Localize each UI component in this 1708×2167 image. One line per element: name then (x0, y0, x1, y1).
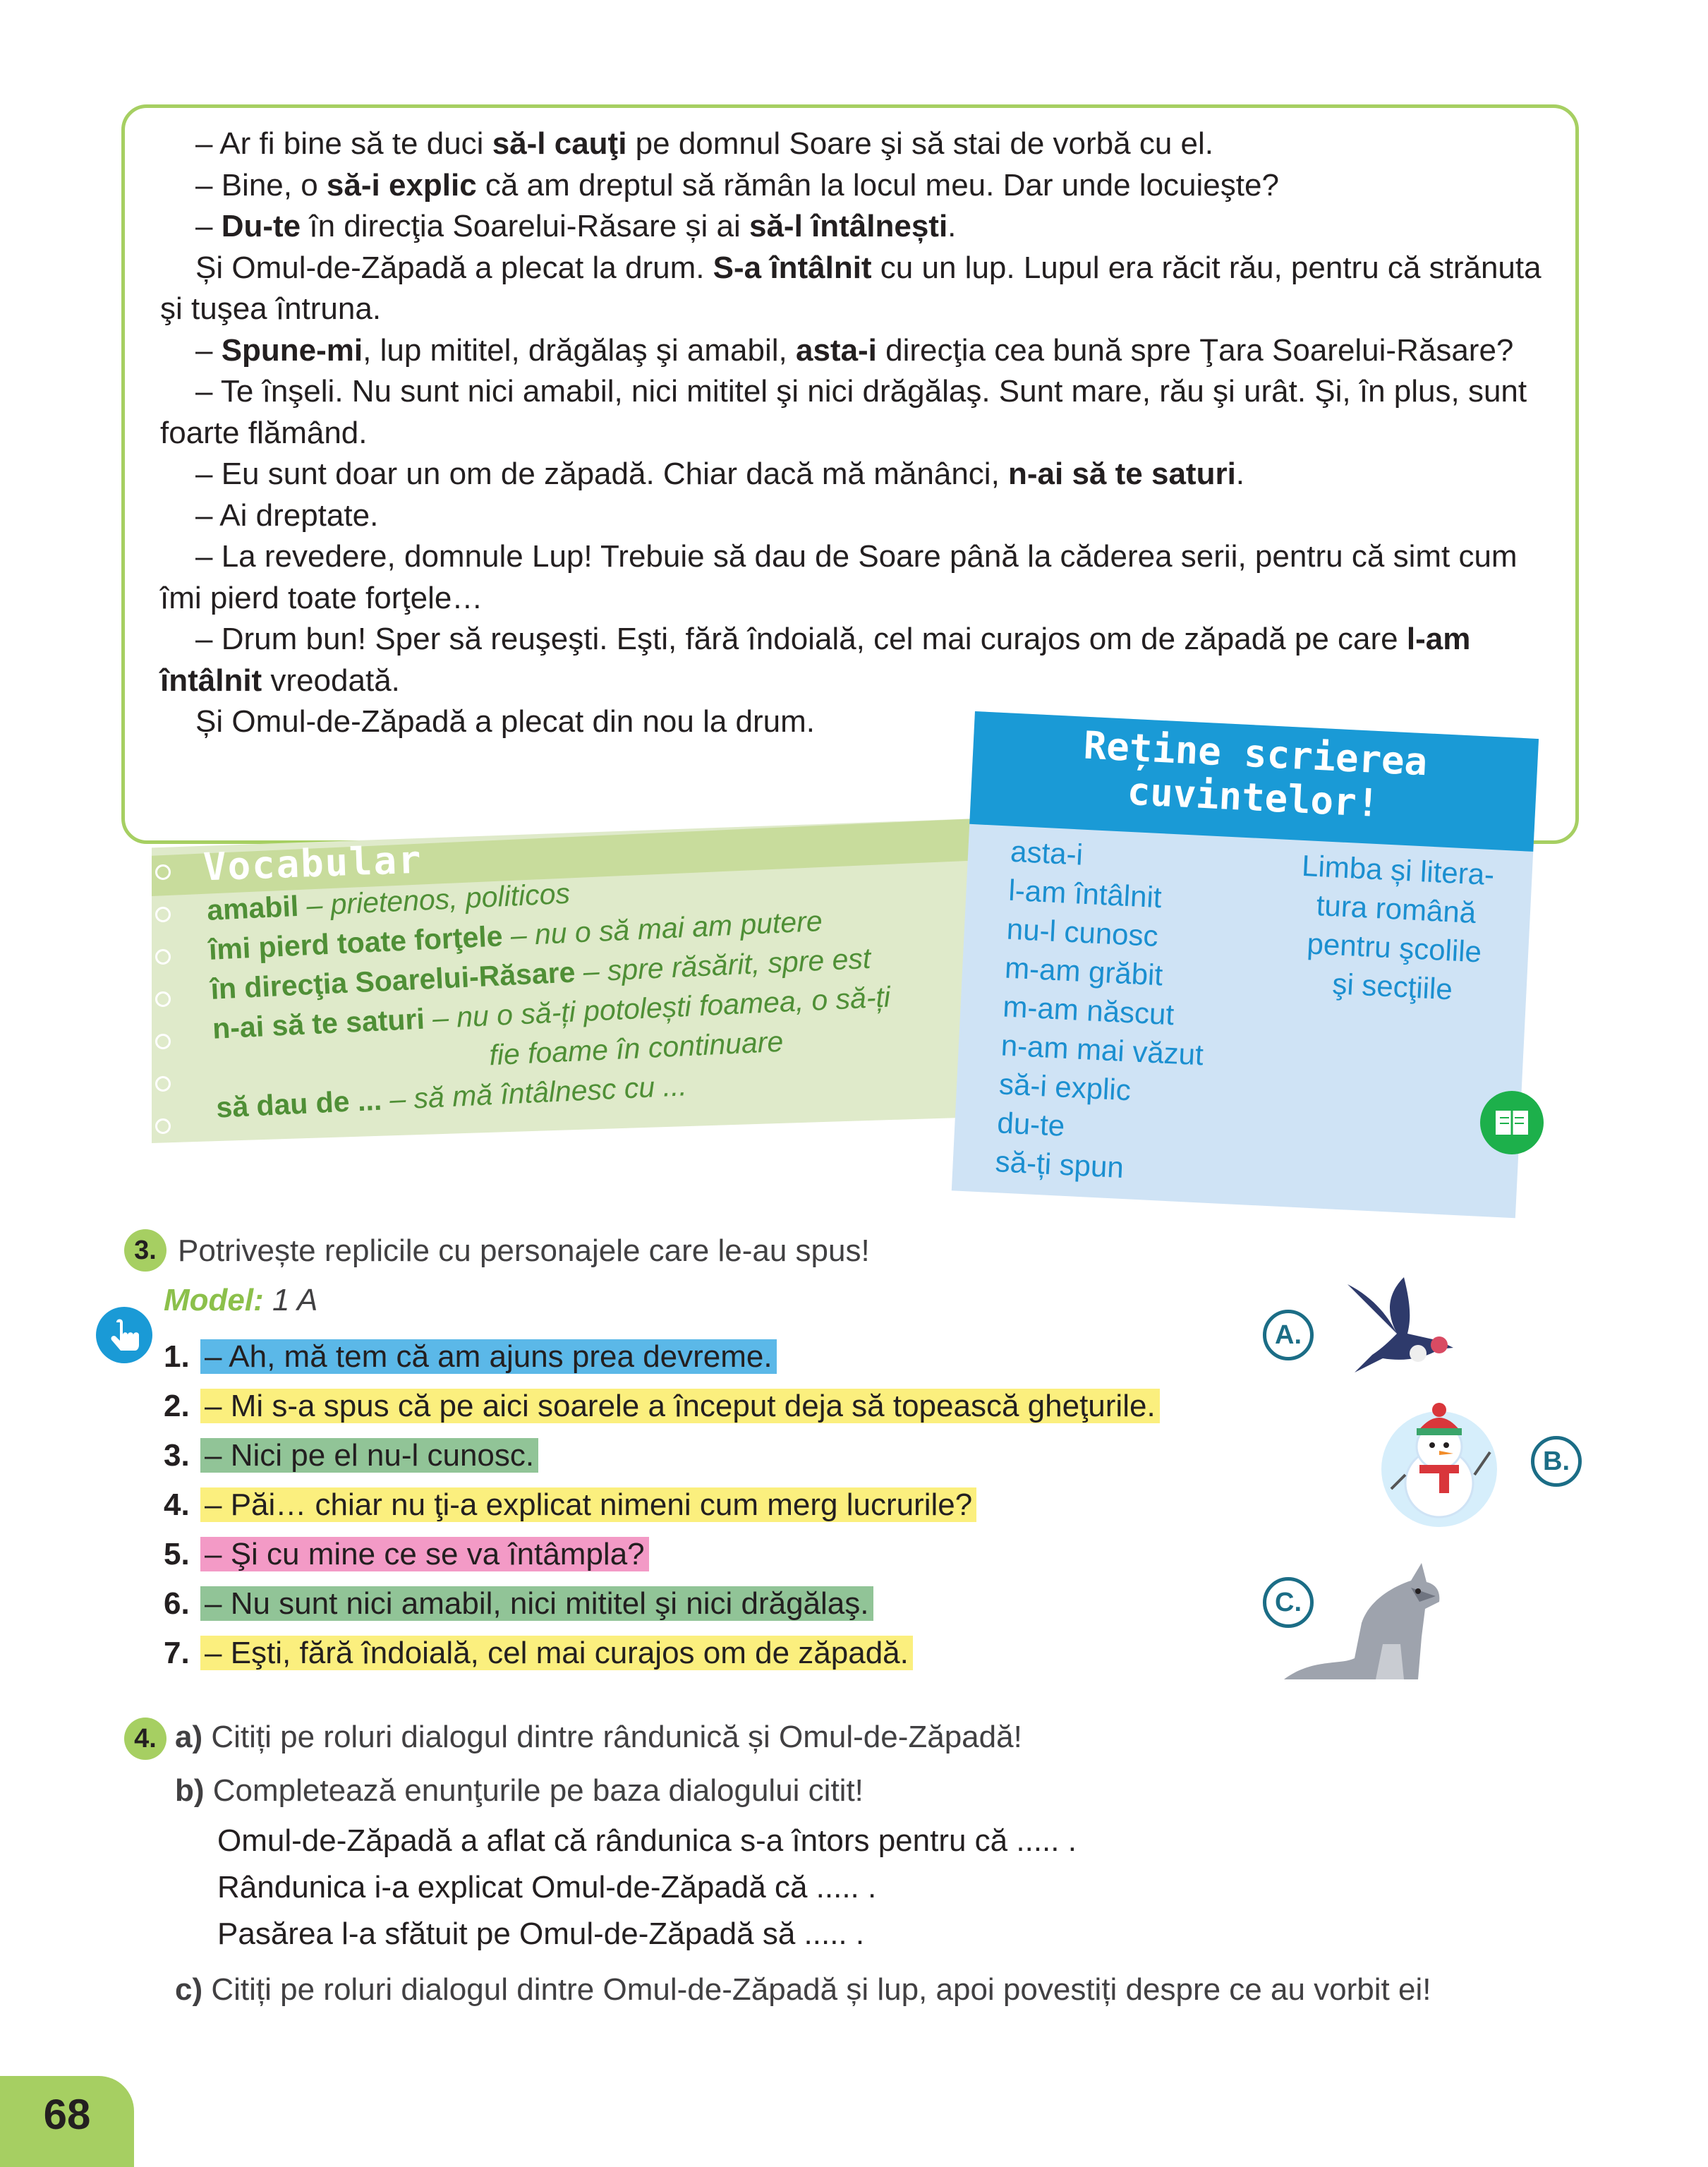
label-c[interactable]: C. (1263, 1577, 1314, 1628)
remember-word: m-am născut (1002, 989, 1175, 1032)
replica-item[interactable]: 4. – Păi… chiar nu ţi-a explicat nimeni cum merg lucrurile? (164, 1484, 1160, 1533)
exercise4-block (175, 1710, 1431, 2017)
exercise-instruction: Potrivește replicile cu personajele care le-au spus! (178, 1233, 870, 1268)
vocabulary-list (206, 854, 1000, 1128)
vocabulary-item: în direcţia Soarelui-Răsare – spre răsărit, spre est (210, 941, 872, 1006)
vocabulary-item: să dau de ... – să mă întâlnesc cu ... (215, 1069, 688, 1124)
completion-sentence: Omul-de-Zăpadă a aflat că rândunica s-a întors pentru că ..... . (217, 1823, 1077, 1858)
remember-card (952, 711, 1539, 1218)
vocabulary-title: Vocabular (202, 837, 423, 890)
book-icon[interactable] (1480, 1091, 1544, 1154)
remember-word: n-am mai văzut (1000, 1028, 1204, 1072)
page-number: 68 (43, 2091, 91, 2138)
ring-icon (155, 1076, 171, 1092)
vocabulary-item: amabil – prietenos, politicos (206, 876, 571, 926)
story-paragraph: – Ar fi bine să te duci să-l cauţi pe domnul Soare şi să stai de vorbă cu el. (195, 126, 1214, 161)
ring-icon (155, 864, 171, 880)
remember-source: Limba și litera- tura română pentru şcolile şi secţiile (1301, 848, 1496, 1006)
replica-item[interactable]: 7. – Eşti, fără îndoială, cel mai curajos om de zăpadă. (164, 1632, 1160, 1682)
touch-icon[interactable] (96, 1307, 152, 1363)
ring-icon (155, 949, 171, 965)
replica-item[interactable]: 2. – Mi s-a spus că pe aici soarele a început deja să topească gheţurile. (164, 1385, 1160, 1435)
vocabulary-item: îmi pierd toate forţele – nu o să mai am putere (207, 904, 823, 966)
exercise4-b: b) Completează enunţurile pe baza dialogului citit! (175, 1773, 864, 1808)
story-paragraph: – Drum bun! Sper să reuşeşti. Eşti, fără îndoială, cel mai curajos om de zăpadă pe care l-am întâlnit vreodată. (160, 622, 1471, 698)
story-paragraph: Și Omul-de-Zăpadă a plecat la drum. S-a întâlnit cu un lup. Lupul era răcit rău, pentru că strănuta şi tuşea întruna. (160, 250, 1542, 326)
story-paragraph: – Du-te în direcţia Soarelui-Răsare și ai să-l întâlnești. (195, 209, 957, 243)
exercise4-c: c) Citiți pe roluri dialogul dintre Omul-de-Zăpadă și lup, apoi povestiți despre ce au vorbit ei! (175, 1972, 1431, 2007)
vocabulary-item: n-ai să te saturi – nu o să-ți potolești foamea, o să-ți (212, 980, 891, 1045)
replica-item[interactable]: 3. – Nici pe el nu-l cunosc. (164, 1435, 1160, 1484)
wolf-icon (1270, 1552, 1460, 1694)
replica-item[interactable]: 5. – Şi cu mine ce se va întâmpla? (164, 1533, 1160, 1583)
remember-word: l-am întâlnit (1007, 873, 1163, 915)
ring-icon (155, 991, 171, 1007)
story-paragraph: – Te înşeli. Nu sunt nici amabil, nici mititel şi nici drăgălaş. Sunt mare, rău şi urât. Şi, în plus, sunt foarte flămând. (160, 374, 1527, 450)
remember-word-list (995, 832, 1214, 1190)
ring-icon (155, 1034, 171, 1049)
remember-word: să-ți spun (994, 1145, 1125, 1185)
replica-list (164, 1336, 1160, 1682)
replica-item[interactable]: 6. – Nu sunt nici amabil, nici mititel şi nici drăgălaş. (164, 1583, 1160, 1632)
completion-sentence: Pasărea l-a sfătuit pe Omul-de-Zăpadă să ..... . (217, 1917, 865, 1951)
story-paragraph: – Ai dreptate. (195, 497, 379, 533)
label-a[interactable]: A. (1263, 1310, 1314, 1360)
replica-item[interactable]: 1. – Ah, mă tem că am ajuns prea devreme. (164, 1336, 1160, 1385)
remember-word: nu-l cunosc (1005, 912, 1159, 953)
exercise-number: 4. (124, 1718, 166, 1760)
ring-icon (155, 907, 171, 922)
completion-sentence: Rândunica i-a explicat Omul-de-Zăpadă că ..... . (217, 1870, 877, 1905)
story-paragraph: – La revedere, domnule Lup! Trebuie să dau de Soare până la căderea serii, pentru că simt cum îmi pierd toate forţele… (160, 539, 1518, 615)
story-paragraph: – Bine, o să-i explic că am dreptul să rămân la locul meu. Dar unde locuieşte? (195, 167, 1279, 203)
story-paragraph: – Eu sunt doar un om de zăpadă. Chiar dacă mă mănânci, n-ai să te saturi. (195, 457, 1245, 491)
remember-word: du-te (996, 1106, 1066, 1142)
label-b[interactable]: B. (1531, 1436, 1582, 1487)
model-example: Model: 1 A (164, 1283, 318, 1317)
story-paragraph: Și Omul-de-Zăpadă a plecat din nou la drum. (195, 704, 816, 739)
story-paragraph: – Spune-mi, lup mititel, drăgălaş şi amabil, asta-i direcţia cea bună spre Ţara Soarelui-Răsare? (195, 332, 1514, 368)
vocabulary-item: fie foame în continuare (488, 1025, 785, 1072)
snowman-icon (1369, 1390, 1510, 1531)
exercise4-a: a) Citiți pe roluri dialogul dintre rândunică și Omul-de-Zăpadă! (175, 1720, 1022, 1754)
exercise-number: 3. (124, 1229, 166, 1272)
ring-icon (155, 1118, 171, 1134)
remember-word: să-i explic (998, 1067, 1132, 1107)
story-text (160, 123, 1553, 743)
remember-title: Reține scrierea cuvintelor! (1082, 723, 1429, 826)
swallow-icon (1333, 1270, 1467, 1376)
remember-word: asta-i (1010, 834, 1084, 871)
remember-word: m-am grăbit (1004, 950, 1164, 992)
